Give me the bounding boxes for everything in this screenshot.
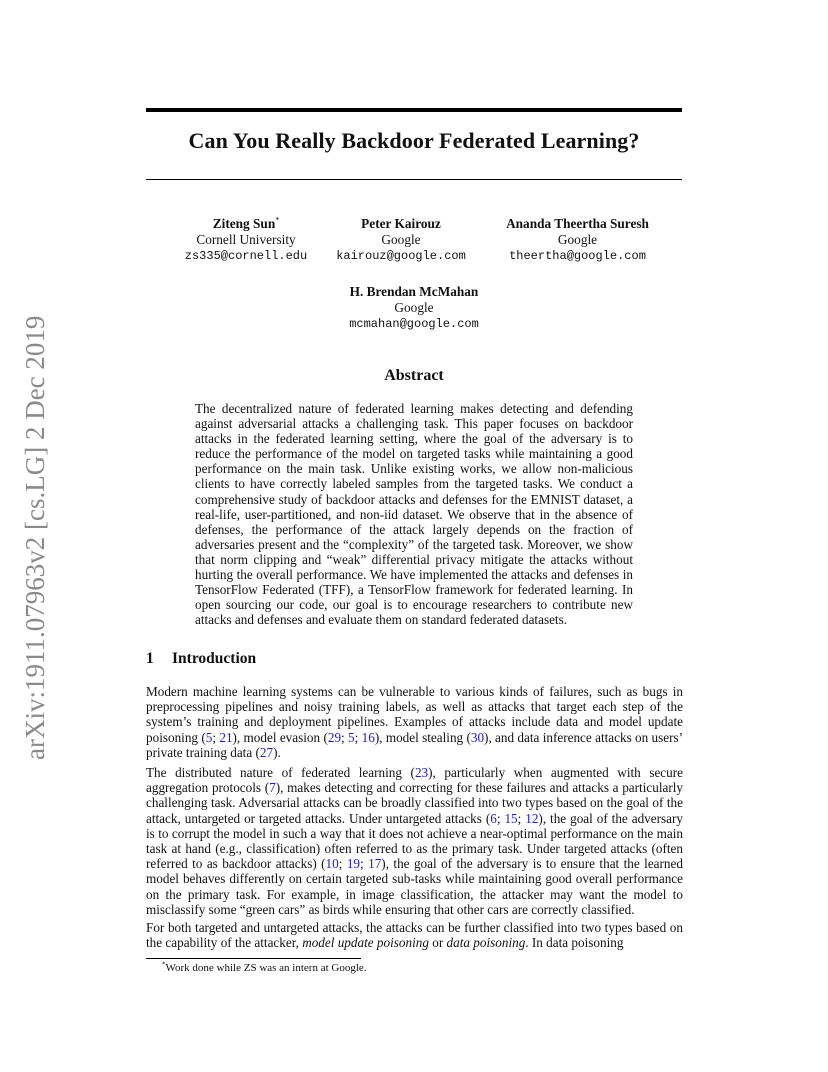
paper-title: Can You Really Backdoor Federated Learning? <box>188 128 640 153</box>
citation-link[interactable]: 17 <box>368 856 382 872</box>
abstract-text: The decentralized nature of federated learning makes detecting and defending against adversarial attacks a challenging task. This paper focuses on backdoor attacks in the federated learning setting, where the goal of the adversary is to reduce the performance of the model on targeted tasks while maintaining a good performance on the main task. Unlike existing works, we allow non-malicious clients to have correctly labeled samples from the targeted tasks. We conduct a comprehensive study of backdoor attacks and defenses for the EMNIST dataset, a real-life, user-partitioned, and non-iid dataset. We observe that in the absence of defenses, the performance of the attack largely depends on the fraction of adversaries present and the “complexity” of the targeted task. Moreover, we show that norm clipping and “weak” differential privacy mitigate the attacks without hurting the overall performance. We have implemented the attacks and defenses in TensorFlow Federated (TFF), a TensorFlow framework for federated learning. In open sourcing our code, our goal is to encourage researchers to contribute new attacks and defenses and evaluate them on standard federated datasets. <box>195 401 633 628</box>
citation-link[interactable]: 7 <box>269 780 276 796</box>
emphasis: data poisoning <box>446 935 526 951</box>
title-bottom-rule <box>146 179 682 180</box>
citation-link[interactable]: 12 <box>525 810 539 826</box>
author-affiliation: Google <box>557 232 598 247</box>
footnote-text: Work done while ZS was an intern at Google. <box>165 962 367 974</box>
citation-link[interactable]: 15 <box>504 810 518 826</box>
arxiv-side-stamp: arXiv:1911.07963v2 [cs.LG] 2 Dec 2019 <box>20 315 50 760</box>
citation-link[interactable]: 30 <box>470 729 485 745</box>
title-top-rule <box>146 108 682 112</box>
body-paragraph: For both targeted and untargeted attacks, the attacks can be further classified into two types based on the capability of the attacker, model update poisoning or data poisoning. In data poisoning <box>146 920 683 951</box>
author-email[interactable]: mcmahan@google.com <box>349 317 479 331</box>
author-name: Peter Kairouz <box>361 216 441 231</box>
citation-link[interactable]: 5 <box>205 729 213 745</box>
author-email[interactable]: kairouz@google.com <box>336 249 466 263</box>
author-affiliation: Google <box>381 232 421 247</box>
citation-link[interactable]: 16 <box>361 729 375 745</box>
body-paragraph: Modern machine learning systems can be vulnerable to various kinds of failures, such as bugs in preprocessing pipelines and noisy training labels, as well as attacks that target each step of the system’s training and deployment pipelines. Examples of attacks include data and model update poisoning (5; 21), model evasion (29; 5; 16), model stealing (30), and data inference attacks on users’ private training data (27). <box>146 684 684 760</box>
footnote-rule <box>146 958 361 959</box>
author-email[interactable]: zs335@cornell.edu <box>184 249 308 263</box>
footnote-mark: * <box>162 960 166 969</box>
body-paragraph: The distributed nature of federated learning (23), particularly when augmented with secure aggregation protocols (7), makes detecting and correcting for these failures and attacks a particularly challenging task. Adversarial attacks can be broadly classified into two types based on the goal of the attack, untargeted or targeted attacks. Under untargeted attacks (6; 15; 12), the goal of the adversary is to corrupt the model in such a way that it does not achieve a near-optimal performance on the main task at hand (e.g., classification) often referred to as the primary task. Under targeted attacks (often referred to as backdoor attacks) (10; 19; 17), the goal of the adversary is to ensure that the learned model behaves differently on certain targeted sub-tasks while maintaining good overall performance on the primary task. For example, in image classification, the attacker may want the model to misclassify some “green cars” as birds while ensuring that other cars are correctly classified. <box>146 765 683 917</box>
citation-link[interactable]: 5 <box>348 729 355 745</box>
section-heading <box>146 650 256 668</box>
section-number: 1 <box>146 650 154 667</box>
author-email[interactable]: theertha@google.com <box>509 249 646 263</box>
citation-link[interactable]: 19 <box>346 856 361 872</box>
citation-link[interactable]: 27 <box>259 744 274 760</box>
citation-link[interactable]: 6 <box>490 810 497 826</box>
footnote <box>162 962 367 975</box>
section-title: Introduction <box>172 650 257 667</box>
abstract-heading: Abstract <box>384 367 444 384</box>
citation-link[interactable]: 29 <box>327 729 342 745</box>
citation-link[interactable]: 23 <box>414 765 429 780</box>
footnote-mark: * <box>275 215 280 225</box>
author-block <box>480 216 675 264</box>
author-name: H. Brendan McMahan <box>349 284 479 299</box>
author-block <box>321 216 481 264</box>
citation-link[interactable]: 21 <box>219 729 233 745</box>
author-name: Ananda Theertha Suresh <box>506 216 649 231</box>
author-block <box>156 216 336 264</box>
author-affiliation: Cornell University <box>196 232 296 247</box>
author-name: Ziteng Sun* <box>212 215 280 231</box>
emphasis: model update poisoning <box>302 935 429 951</box>
author-affiliation: Google <box>394 300 434 315</box>
author-block <box>314 284 514 332</box>
citation-link[interactable]: 10 <box>325 856 339 872</box>
